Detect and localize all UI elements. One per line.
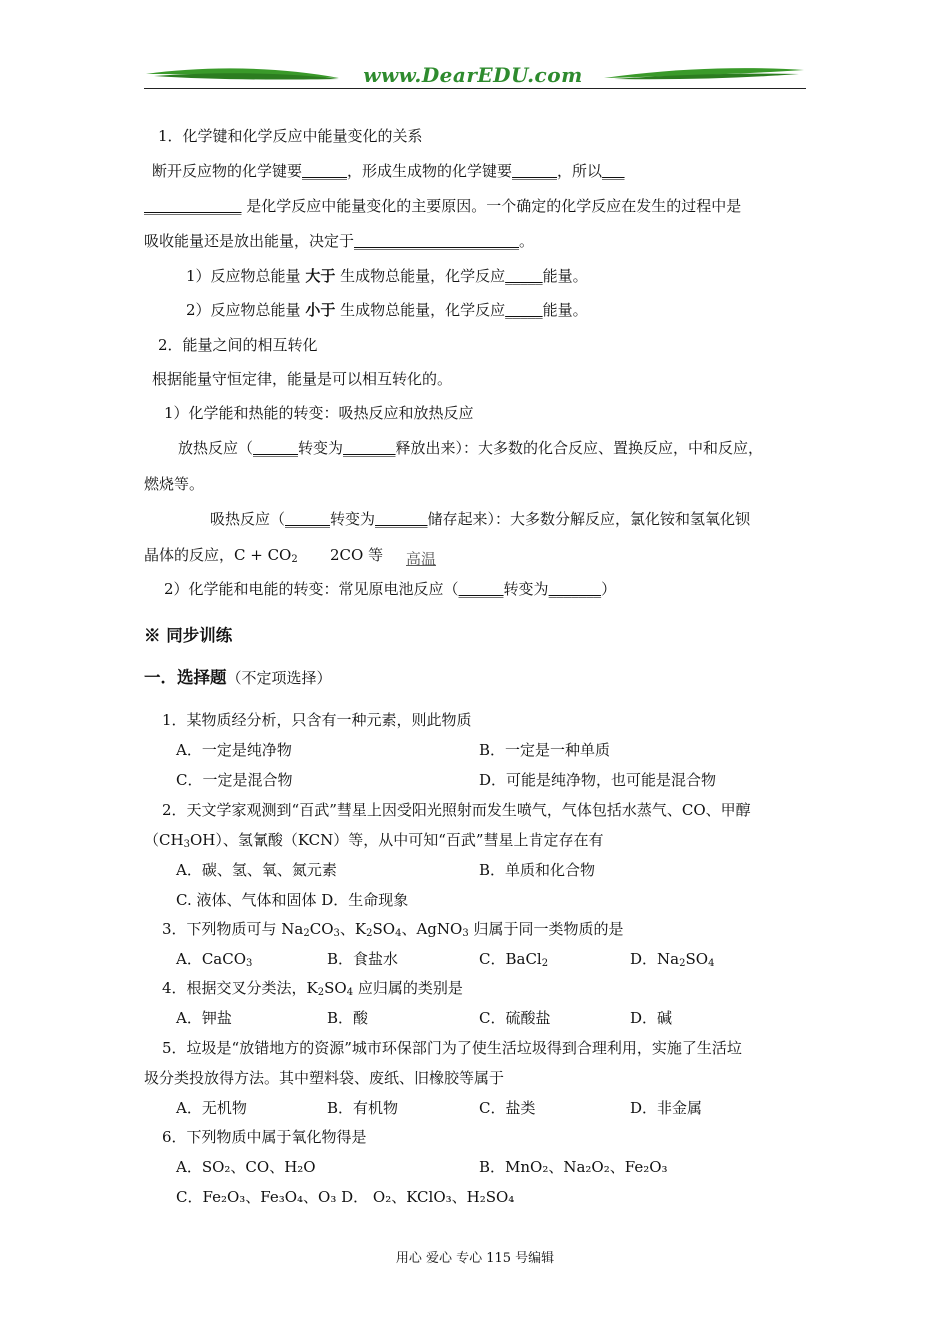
text: 。: [519, 232, 535, 250]
text: 晶体的反应，C + CO: [144, 546, 292, 564]
subscript: 2: [366, 928, 373, 939]
text: 储存起来）：大多数分解反应，氯化铵和氢氧化钡: [427, 510, 751, 528]
subscript: 3: [333, 928, 340, 939]
text: 4．根据交叉分类法，K: [162, 979, 318, 997]
text: 应归属的类别是: [353, 979, 463, 997]
option: B．酸: [327, 1009, 369, 1027]
text: D．Na: [630, 950, 680, 968]
option: B．一定是一种单质: [479, 741, 611, 759]
text: 能量。: [542, 267, 588, 285]
text: 断开反应物的化学键要: [152, 162, 303, 180]
subscript: 2: [291, 554, 298, 565]
heading-text: 一．选择题: [144, 668, 227, 687]
paragraph-line: [210, 509, 750, 529]
text: 吸收能量还是放出能量，决定于: [144, 232, 355, 250]
blank: ______: [458, 580, 504, 598]
option: A．无机物: [176, 1099, 247, 1117]
option: A．碳、氢、氧、氮元素: [176, 861, 337, 879]
text: SO: [324, 979, 347, 997]
option: C．硫酸盐: [479, 1009, 551, 1027]
option: A．一定是纯净物: [176, 741, 292, 759]
text: CO: [309, 920, 334, 938]
choice-section-heading: [144, 668, 332, 688]
option: C．Fe₂O₃、Fe₃O₄、O₃ D． O₂、KClO₃、H₂SO₄: [176, 1188, 515, 1206]
paragraph-line: [178, 438, 763, 458]
text: 归属于同一类物质的是: [468, 920, 624, 938]
option: D．可能是纯净物，也可能是混合物: [479, 771, 717, 789]
paragraph-line: [144, 231, 534, 251]
blank: _____________: [144, 197, 242, 215]
subscript: 4: [395, 928, 402, 939]
section1-title: 1．化学键和化学反应中能量变化的关系: [158, 127, 423, 145]
text: 2）反应物总能量: [186, 301, 306, 319]
subscript: 3: [246, 958, 253, 969]
paragraph-line: [144, 196, 741, 216]
subscript: 4: [708, 958, 715, 969]
text: ，所以: [557, 162, 603, 180]
text: 转变为: [503, 580, 549, 598]
option: A．钾盐: [176, 1009, 232, 1027]
emphasis: 小于: [305, 301, 336, 319]
text: 、K: [339, 920, 367, 938]
section2-title: 2．能量之间的相互转化: [158, 336, 318, 354]
practice-title: ※ 同步训练: [144, 626, 233, 645]
blank: _____: [505, 267, 543, 285]
blank: ______: [253, 439, 299, 457]
text: SO: [372, 920, 396, 938]
text: （CH: [144, 831, 184, 849]
subscript: 3: [183, 839, 190, 850]
text: OH）、氢氰酸（KCN）等，从中可知“百武”彗星上肯定存在有: [189, 831, 604, 849]
text: C．BaCl: [479, 950, 542, 968]
header-divider: [144, 88, 806, 89]
option: D．碱: [630, 1009, 673, 1027]
blank: ______: [285, 510, 331, 528]
paragraph-line: 燃烧等。: [144, 475, 205, 493]
option: B．MnO₂、Na₂O₂、Fe₂O₃: [479, 1158, 668, 1176]
section2-intro: 根据能量守恒定律，能量是可以相互转化的。: [152, 370, 453, 388]
option: [176, 949, 252, 969]
subscript: 2: [317, 987, 325, 998]
blank: _____: [505, 301, 543, 319]
subscript: 4: [346, 987, 354, 998]
text: 生成物总能量，化学反应: [335, 267, 506, 285]
blank: _______: [548, 580, 602, 598]
text: 、AgNO: [401, 920, 463, 938]
option: D．非金属: [630, 1099, 703, 1117]
blank: _______: [375, 510, 428, 528]
blank: ___: [602, 162, 625, 180]
question-5: 5．垃圾是“放错地方的资源”城市环保部门为了使生活垃圾得到合理利用，实施了生活垃: [162, 1039, 742, 1057]
text: 3．下列物质可与 Na: [162, 920, 304, 938]
reaction-condition: 高温: [406, 550, 437, 568]
question-3: [162, 919, 623, 939]
subsection-title: 1）化学能和热能的转变：吸热反应和放热反应: [164, 404, 474, 422]
heading-note: （不定项选择）: [226, 669, 332, 687]
question-1: 1．某物质经分析，只含有一种元素，则此物质: [162, 711, 472, 729]
text: ）: [601, 580, 617, 598]
subscript: 2: [303, 928, 310, 939]
question-5-cont: 圾分类投放得方法。其中塑料袋、废纸、旧橡胶等属于: [144, 1069, 505, 1087]
text: ，形成生成物的化学键要: [347, 162, 513, 180]
text: 1）反应物总能量: [186, 267, 306, 285]
question-6: 6．下列物质中属于氧化物得是: [162, 1128, 367, 1146]
option: C. 液体、气体和固体 D．生命现象: [176, 891, 409, 909]
text: 释放出来）：大多数的化合反应、置换反应，中和反应，: [395, 439, 764, 457]
subsection-title: [164, 579, 616, 599]
text: A．CaCO: [176, 950, 247, 968]
option: [479, 949, 548, 969]
text: 吸热反应（: [210, 510, 286, 528]
text: 放热反应（: [178, 439, 254, 457]
paragraph-line: [152, 161, 625, 181]
option: B．有机物: [327, 1099, 399, 1117]
option: C．盐类: [479, 1099, 536, 1117]
list-item: [186, 266, 588, 286]
text: 转变为: [298, 439, 344, 457]
subscript: 2: [679, 958, 686, 969]
option: B．食盐水: [327, 950, 399, 968]
list-item: [186, 300, 588, 320]
text: 转变为: [330, 510, 376, 528]
text: 2）化学能和电能的转变：常见原电池反应（: [164, 580, 459, 598]
text: 生成物总能量，化学反应: [335, 301, 506, 319]
subscript: 3: [462, 928, 469, 939]
subscript: 2: [541, 958, 549, 969]
text: 能量。: [542, 301, 588, 319]
text: 是化学反应中能量变化的主要原因。一个确定的化学反应在发生的过程中是: [241, 197, 742, 215]
reaction-line: [144, 545, 298, 565]
option: C．一定是混合物: [176, 771, 293, 789]
site-logo[interactable]: www.DearEDU.com: [363, 63, 583, 87]
question-2: 2．天文学家观测到“百武”彗星上因受阳光照射而发生喷气，气体包括水蒸气、CO、甲醇: [162, 801, 751, 819]
blank: ______________________: [354, 232, 520, 250]
text: SO: [685, 950, 709, 968]
option: [630, 949, 714, 969]
option: A．SO₂、CO、H₂O: [176, 1158, 316, 1176]
blank: ______: [302, 162, 348, 180]
blank: _______: [343, 439, 396, 457]
blank: ______: [512, 162, 558, 180]
emphasis: 大于: [305, 267, 336, 285]
question-2-cont: [144, 830, 604, 850]
option: B．单质和化合物: [479, 861, 596, 879]
question-4: [162, 978, 463, 998]
reaction-product: 2CO 等: [330, 546, 384, 564]
page-footer: 用心 爱心 专心 115 号编辑: [395, 1251, 555, 1266]
